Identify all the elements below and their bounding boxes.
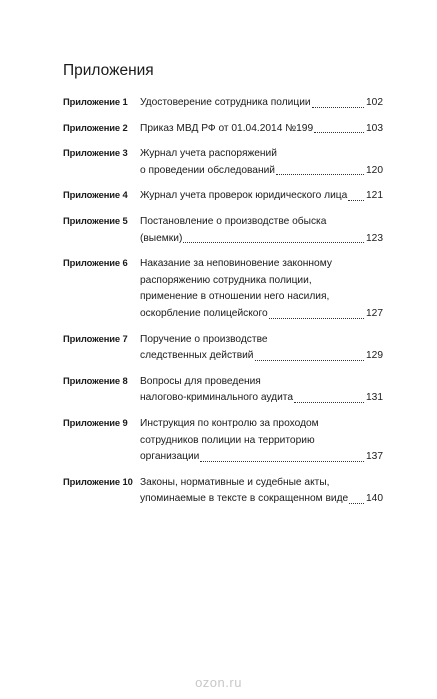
dot-leader (348, 188, 364, 201)
entry-title-line: Наказание за неповиновение законному (140, 258, 332, 270)
page-number: 127 (366, 307, 383, 319)
entry-label: Приложение 5 (63, 214, 128, 226)
watermark: ozon.ru (195, 675, 242, 690)
entry-title-line: Вопросы для проведения (140, 375, 261, 387)
page-number: 137 (366, 451, 383, 463)
entry-title-line: о проведении обследований (140, 164, 275, 176)
entry-title-line: Приказ МВД РФ от 01.04.2014 №199 (140, 122, 314, 134)
entry-title-line: Удостоверение сотрудника полиции (140, 97, 311, 108)
entry-title-line: следственных действий (140, 350, 254, 362)
dot-leader (314, 121, 364, 134)
entry-label: Приложение 3 (63, 147, 128, 159)
page-number: 123 (366, 232, 383, 244)
entry-title-line: применение в отношении него насилия, (140, 291, 330, 303)
page-number: 131 (366, 392, 383, 404)
entry-title-line: сотрудников полиции на территорию (140, 434, 315, 446)
toc-entry[interactable] (63, 374, 383, 407)
page-title: Приложения (63, 62, 154, 79)
toc-entry[interactable] (63, 121, 383, 138)
entry-title-line: Поручение о производстве (140, 333, 268, 345)
toc-entry[interactable] (63, 95, 383, 112)
dot-leader (255, 348, 365, 361)
entry-title-line: (выемки) (140, 232, 183, 244)
page-number: 140 (366, 493, 383, 505)
toc-entry[interactable] (63, 475, 383, 508)
page-number: 103 (366, 122, 383, 134)
entry-label: Приложение 7 (63, 332, 128, 344)
entry-title-line: Журнал учета проверок юридического лица (140, 190, 348, 202)
dot-leader (269, 306, 364, 319)
entry-title-line: налогово-криминального аудита (140, 392, 294, 404)
entry-label: Приложение 9 (63, 416, 128, 428)
entry-title-line: организации (140, 451, 200, 463)
toc-entry[interactable] (63, 214, 383, 247)
toc-entry[interactable] (63, 256, 383, 322)
entry-title-line: Инструкция по контролю за проходом (140, 417, 319, 429)
page-number: 121 (366, 190, 383, 202)
entry-label: Приложение 2 (63, 121, 128, 133)
entry-label: Приложение 4 (63, 189, 128, 201)
toc-entry[interactable] (63, 416, 383, 466)
toc-entry[interactable] (63, 332, 383, 365)
table-of-contents (63, 95, 383, 517)
dot-leader (183, 231, 364, 244)
entry-label: Приложение 8 (63, 374, 128, 386)
entry-title-line: упоминаемые в тексте в сокращенном виде (140, 493, 349, 505)
entry-label: Приложение 10 (63, 475, 133, 487)
entry-label: Приложение 6 (63, 257, 128, 269)
toc-entry[interactable] (63, 188, 383, 205)
dot-leader (312, 95, 364, 108)
entry-label: Приложение 1 (63, 96, 128, 107)
entry-title-line: распоряжению сотрудника полиции, (140, 274, 312, 286)
dot-leader (200, 449, 364, 462)
entry-title-line: Постановление о производстве обыска (140, 215, 327, 227)
dot-leader (349, 491, 364, 504)
page-number: 129 (366, 350, 383, 362)
dot-leader (294, 390, 364, 403)
dot-leader (276, 163, 364, 176)
entry-title-line: Журнал учета распоряжений (140, 148, 277, 160)
entry-title-line: оскорбление полицейского (140, 307, 268, 319)
page-number: 102 (366, 97, 383, 108)
entry-title-line: Законы, нормативные и судебные акты, (140, 476, 330, 488)
toc-entry[interactable] (63, 146, 383, 179)
page-number: 120 (366, 164, 383, 176)
